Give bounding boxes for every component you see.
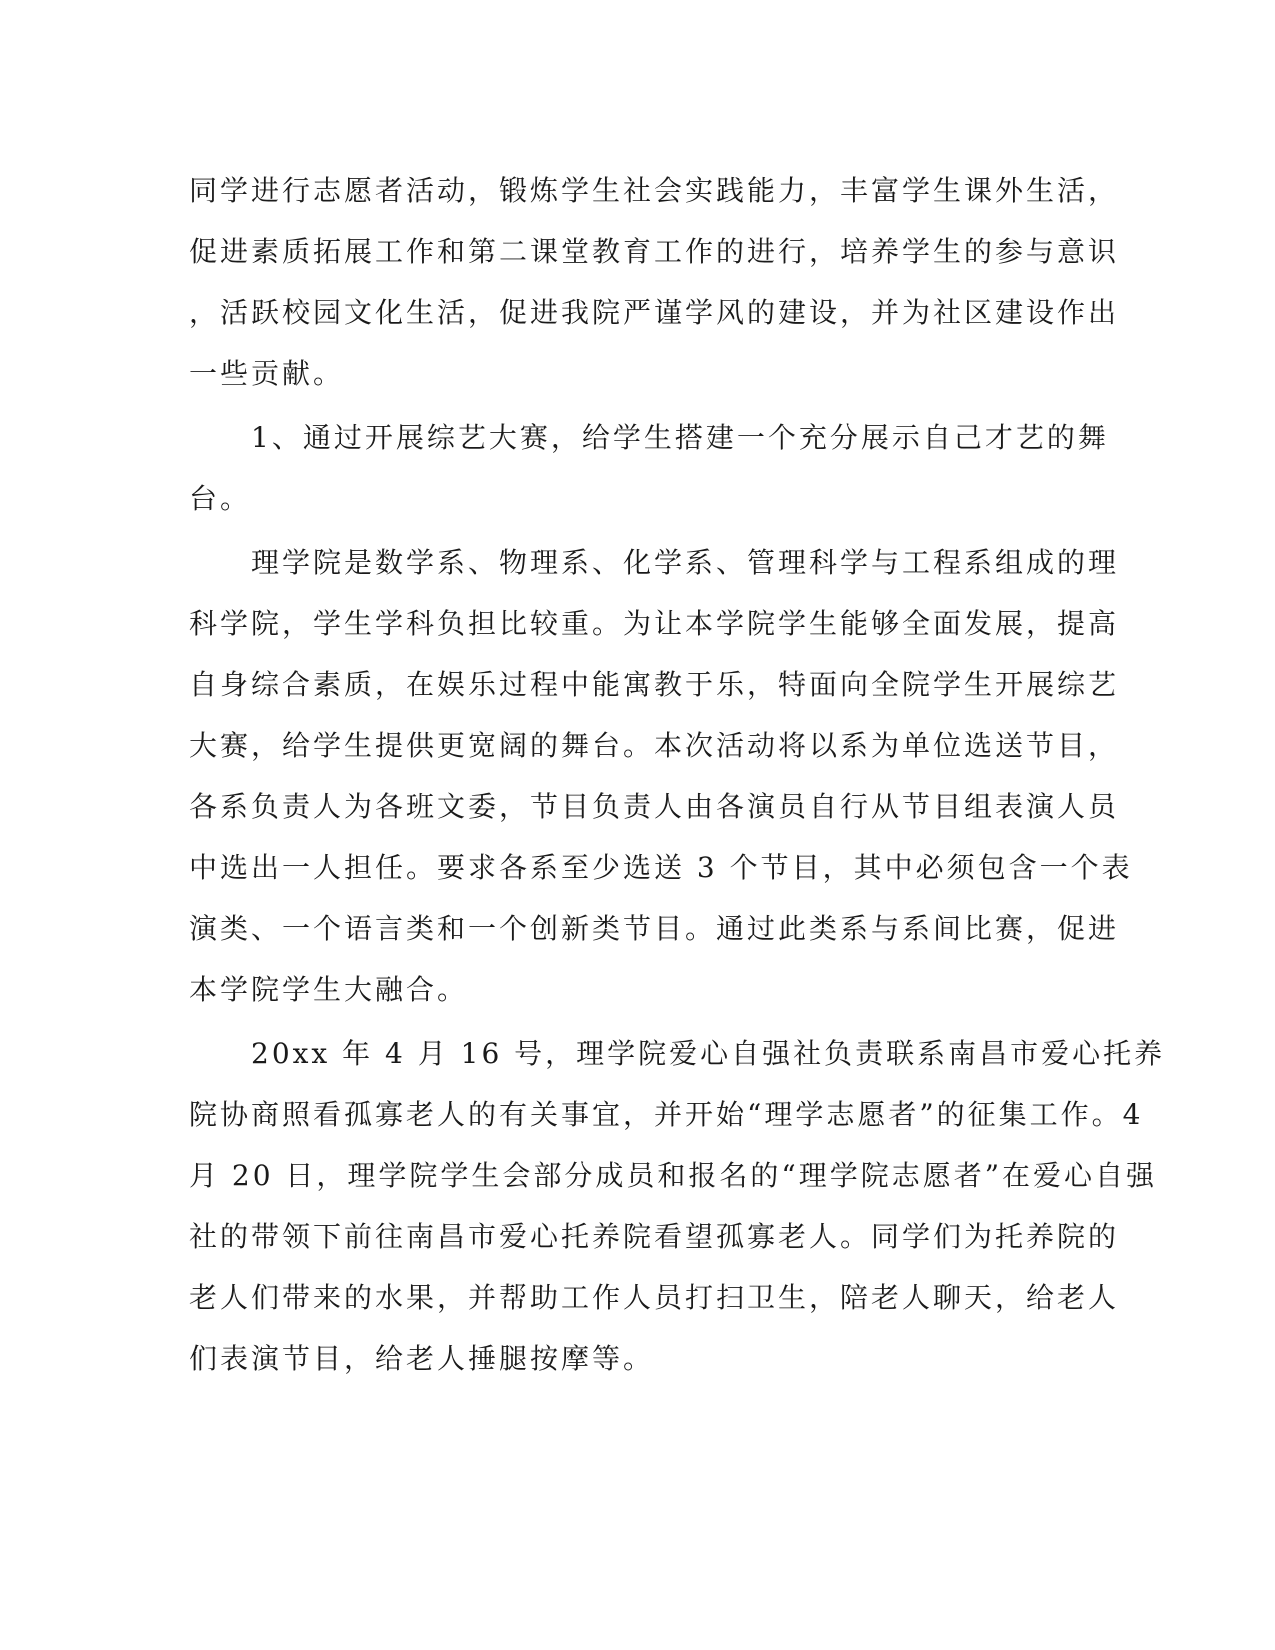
text-line: 本学院学生大融合。 [189, 973, 469, 1006]
text-line: 同学进行志愿者活动，锻炼学生社会实践能力，丰富学生课外生活， [189, 174, 1120, 207]
paragraph-intro [189, 160, 1120, 404]
text-line: 各系负责人为各班文委，节目负责人由各演员自行从节目组表演人员 [189, 790, 1120, 823]
text-line: 大赛，给学生提供更宽阔的舞台。本次活动将以系为单位选送节目， [189, 729, 1120, 762]
text-line: 理学院是数学系、物理系、化学系、管理科学与工程系组成的理 [189, 546, 1120, 579]
text-line: ，活跃校园文化生活，促进我院严谨学风的建设，并为社区建设作出 [189, 296, 1120, 329]
paragraph-point-1 [189, 407, 1109, 529]
text-line: 社的带领下前往南昌市爱心托养院看望孤寡老人。同学们为托养院的 [189, 1220, 1120, 1253]
text-line: 月 20 日，理学院学生会部分成员和报名的“理学院志愿者”在爱心自强 [189, 1159, 1158, 1192]
text-line: 促进素质拓展工作和第二课堂教育工作的进行，培养学生的参与意识 [189, 235, 1120, 268]
text-line: 20xx 年 4 月 16 号，理学院爱心自强社负责联系南昌市爱心托养 [189, 1037, 1166, 1070]
text-line: 演类、一个语言类和一个创新类节目。通过此类系与系间比赛，促进 [189, 912, 1120, 945]
document-body [189, 160, 1166, 1392]
text-line: 自身综合素质，在娱乐过程中能寓教于乐，特面向全院学生开展综艺 [189, 668, 1120, 701]
paragraph-science-college [189, 532, 1133, 1020]
text-line: 科学院，学生学科负担比较重。为让本学院学生能够全面发展，提高 [189, 607, 1120, 640]
text-line: 老人们带来的水果，并帮助工作人员打扫卫生，陪老人聊天，给老人 [189, 1281, 1120, 1314]
text-line: 一些贡献。 [189, 357, 345, 390]
text-line: 中选出一人担任。要求各系至少选送 3 个节目，其中必须包含一个表 [189, 851, 1133, 884]
text-line: 院协商照看孤寡老人的有关事宜，并开始“理学志愿者”的征集工作。4 [189, 1098, 1144, 1131]
paragraph-volunteer-record [189, 1023, 1166, 1389]
text-line: 台。 [189, 482, 252, 515]
text-line: 1、通过开展综艺大赛，给学生搭建一个充分展示自己才艺的舞 [189, 421, 1109, 454]
text-line: 们表演节目，给老人捶腿按摩等。 [189, 1342, 655, 1375]
